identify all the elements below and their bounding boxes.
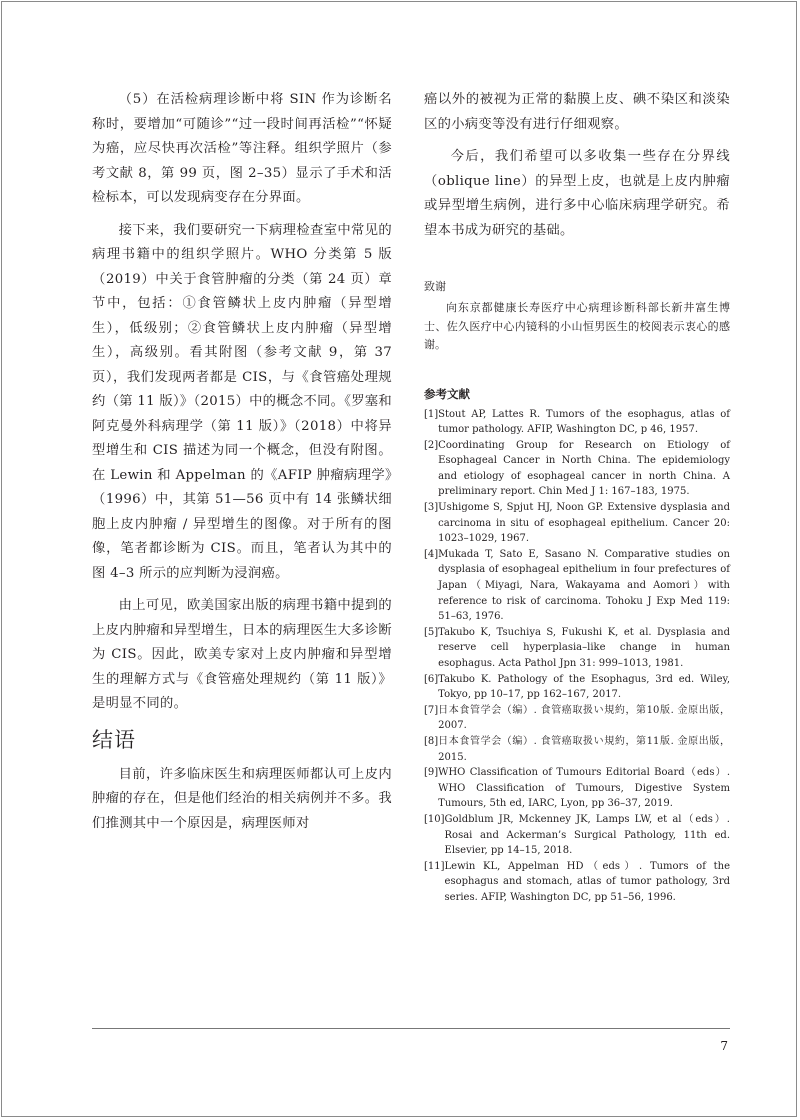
reference-text: Takubo K, Tsuchiya S, Fukushi K, et al. Dysplasia and reserve cell hyperplasia–like change in human esophagus. Acta Pathol Jpn 31: 999–1013, 1981. [438,626,730,669]
references-title: 参考文献 [424,386,470,401]
section-heading-conclusion: 结语 [92,727,136,752]
reference-item [424,734,730,765]
reference-number: [11] [424,860,445,872]
right-column [424,88,730,906]
reference-text: 日本食管学会（编）. 食管癌取扱い規約，第10版. 金原出版，2007. [438,704,730,732]
reference-list [424,407,730,906]
conclusion-paragraph: 目前，许多临床医生和病理医师都认可上皮内肿瘤的存在，但是他们经治的相关病例并不多。我们推测其中一个原因是，病理医师对 [92,766,392,831]
reference-item [424,812,730,859]
reference-text: Coordinating Group for Research on Etiology of Esophageal Cancer in North China. The epidemiology and etiology of esophageal cancer in north China. A preliminary report. Chin Med J 1: 167–183, 1975. [438,439,730,498]
reference-number: [5] [424,626,439,638]
closing-paragraph: 今后，我们希望可以多收集一些存在分界线（oblique line）的异型上皮，也就是上皮内肿瘤或异型增生病例，进行多中心临床病理学研究。希望本书成为研究的基础。 [424,149,730,238]
acknowledgement-text: 向东京都健康长寿医疗中心病理诊断科部长新井富生博士、佐久医疗中心内镜科的小山恒男医生的校阅表示衷心的感谢。 [424,301,730,351]
reference-text: 日本食管学会（编）. 食管癌取扱い規約，第11版. 金原出版，2015. [438,735,730,763]
reference-item [424,625,730,672]
reference-number: [9] [424,767,439,779]
body-paragraph-2: 接下来，我们要研究一下病理检查室中常见的病理书籍中的组织学照片。WHO 分类第 5 版（2019）中关于食管肿瘤的分类（第 24 页）章节中，包括：①食管鳞状上皮内肿瘤（异型增生），低级别；②食管鳞状上皮内肿瘤（异型增生），高级别。看其附图（参考文献 9，第 37 页），我们发现两者都是 CIS，与《食管癌处理规约（第 11 版）》（2015）中的概念不同。《罗塞和阿克曼外科病理学（第 11 版）》（2018）中将异型增生和 CIS 描述为同一个概念，但没有附图。在 Lewin 和 Appelman 的《AFIP 肿瘤病理学》（1996）中，其第 51—56 页中有 14 张鳞状细胞上皮内肿瘤 / 异型增生的图像。对于所有的图像，笔者都诊断为 CIS。而且，笔者认为其中的图 4–3 所示的应判断为浸润癌。 [92,222,393,581]
reference-number: [8] [424,735,439,747]
left-column [92,88,392,844]
reference-number: [6] [424,673,439,685]
reference-number: [7] [424,704,439,716]
reference-item [424,438,730,500]
reference-number: [1] [424,408,439,420]
reference-item [424,859,730,906]
reference-text: WHO Classification of Tumours Editorial Board（eds）. WHO Classification of Tumours, Digestive System Tumours, 5th ed, IARC, Lyon, pp 36–37, 2019. [438,767,730,810]
reference-item [424,547,730,625]
reference-text: Ushigome S, Spjut HJ, Noon GP. Extensive dysplasia and carcinoma in situ of esophageal epithelium. Cancer 20: 1023–1029, 1967. [438,502,730,545]
continuation-paragraph: 癌以外的被视为正常的黏膜上皮、碘不染区和淡染区的小病变等没有进行仔细观察。 [424,92,730,132]
body-paragraph-3: 由上可见，欧美国家出版的病理书籍中提到的上皮内肿瘤和异型增生，日本的病理医生大多诊断为 CIS。因此，欧美专家对上皮内肿瘤和异型增生的理解方式与《食管癌处理规约（第 11 版）》是明显不同的。 [92,598,392,711]
reference-number: [10] [424,813,445,825]
reference-text: Takubo K. Pathology of the Esophagus, 3rd ed. Wiley, Tokyo, pp 10–17, pp 162–167, 2017. [438,673,730,701]
reference-item [424,500,730,547]
reference-text: Stout AP, Lattes R. Tumors of the esophagus, atlas of tumor pathology. AFIP, Washington DC, p 46, 1957. [438,408,730,436]
acknowledgement-title: 致谢 [424,280,446,293]
footer-rule [92,1028,730,1029]
page-number: 7 [720,1039,728,1053]
reference-text: Lewin KL, Appelman HD（eds）. Tumors of the esophagus and stomach, atlas of tumor pathology, 3rd series. AFIP, Washington DC, pp 51–56, 1996. [444,860,730,903]
reference-text: Mukada T, Sato E, Sasano N. Comparative studies on dysplasia of esophageal epithelium in four prefectures of Japan（Miyagi, Nara, Wakayama and Aomori）with reference to risk of carcinoma. Tohoku J Exp Med 119: 51–63, 1976. [438,548,730,623]
reference-item [424,407,730,438]
reference-number: [4] [424,548,439,560]
reference-item [424,703,730,734]
reference-text: Goldblum JR, Mckenney JK, Lamps LW, et al（eds）. Rosai and Ackerman’s Surgical Pathology, 11th ed. Elsevier, pp 14–15, 2018. [444,813,730,857]
body-paragraph-1: （5）在活检病理诊断中将 SIN 作为诊断名称时，要增加“可随诊”“过一段时间再活检”“怀疑为癌，应尽快再次活检”等注释。组织学照片（参考文献 8，第 99 页，图 2–35）显示了手术和活检标本，可以发现病变存在分界面。 [92,92,392,205]
reference-number: [2] [424,439,439,451]
reference-item [424,765,730,812]
reference-item [424,672,730,703]
reference-number: [3] [424,502,439,514]
